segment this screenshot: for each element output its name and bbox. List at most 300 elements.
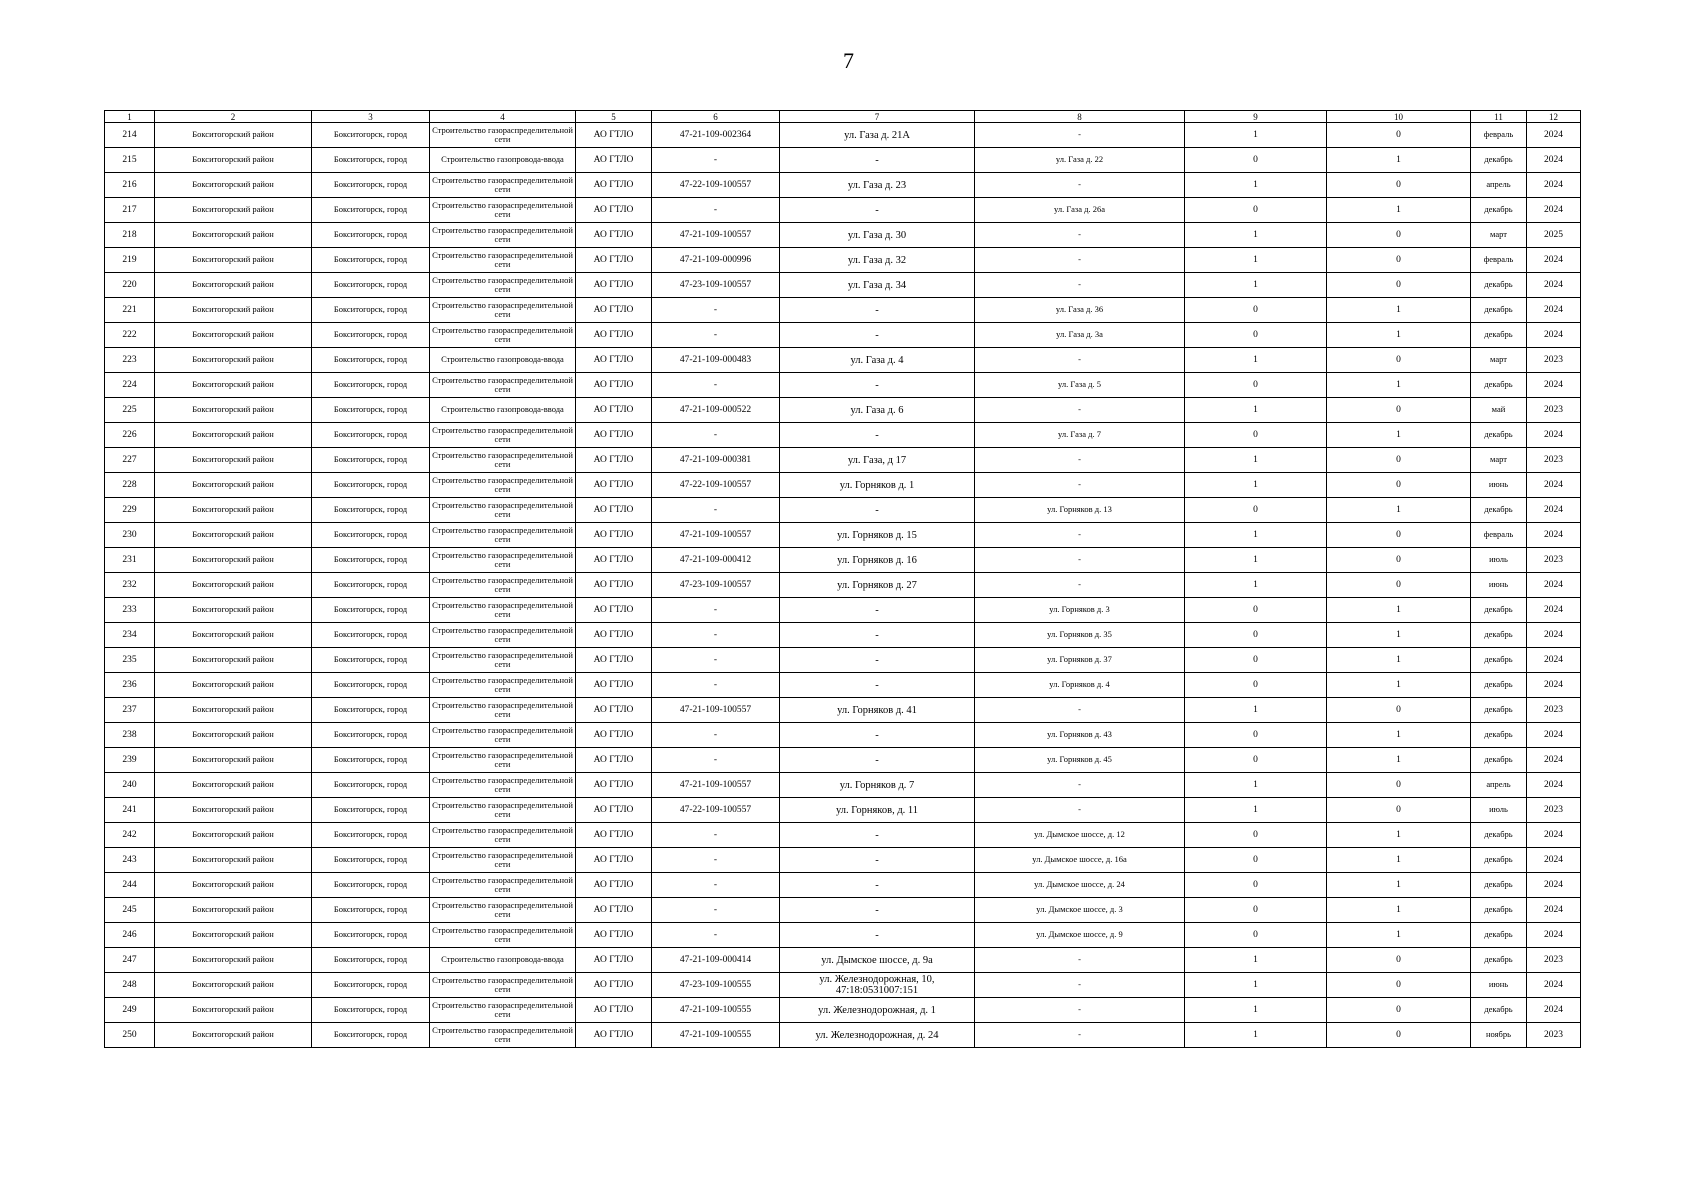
cell-work-type: Строительство газопровода-ввода xyxy=(430,148,576,173)
cell-object-code: - xyxy=(652,498,780,523)
cell-month: декабрь xyxy=(1471,423,1527,448)
cell-month: июнь xyxy=(1471,573,1527,598)
cell-value-col10: 0 xyxy=(1327,548,1471,573)
table-row xyxy=(105,998,1581,1023)
cell-organization: АО ГТЛО xyxy=(576,123,652,148)
cell-value-col9: 1 xyxy=(1185,798,1327,823)
cell-year: 2024 xyxy=(1527,573,1581,598)
cell-address-col7: ул. Горняков д. 15 xyxy=(780,523,975,548)
cell-value-col9: 1 xyxy=(1185,548,1327,573)
column-header-8: 8 xyxy=(975,111,1185,123)
cell-object-code: - xyxy=(652,598,780,623)
cell-object-code: 47-21-109-000483 xyxy=(652,348,780,373)
cell-object-code: 47-21-109-100557 xyxy=(652,773,780,798)
cell-settlement: Бокситогорск, город xyxy=(312,598,430,623)
cell-value-col9: 0 xyxy=(1185,723,1327,748)
cell-settlement: Бокситогорск, город xyxy=(312,573,430,598)
cell-settlement: Бокситогорск, город xyxy=(312,873,430,898)
cell-month: декабрь xyxy=(1471,823,1527,848)
column-header-6: 6 xyxy=(652,111,780,123)
cell-object-code: - xyxy=(652,748,780,773)
cell-address-col8: - xyxy=(975,998,1185,1023)
cell-settlement: Бокситогорск, город xyxy=(312,373,430,398)
cell-year: 2024 xyxy=(1527,123,1581,148)
cell-year: 2023 xyxy=(1527,448,1581,473)
cell-organization: АО ГТЛО xyxy=(576,598,652,623)
cell-work-type: Строительство газораспределительной сети xyxy=(430,273,576,298)
cell-value-col9: 1 xyxy=(1185,773,1327,798)
cell-district: Бокситогорский район xyxy=(155,223,312,248)
cell-settlement: Бокситогорск, город xyxy=(312,423,430,448)
cell-row-number: 223 xyxy=(105,348,155,373)
cell-address-col7: - xyxy=(780,598,975,623)
cell-value-col10: 1 xyxy=(1327,423,1471,448)
cell-row-number: 217 xyxy=(105,198,155,223)
cell-address-col8: - xyxy=(975,573,1185,598)
cell-value-col9: 0 xyxy=(1185,323,1327,348)
table-row xyxy=(105,673,1581,698)
cell-row-number: 247 xyxy=(105,948,155,973)
cell-address-col8: ул. Горняков д. 43 xyxy=(975,723,1185,748)
cell-address-col7: - xyxy=(780,298,975,323)
cell-organization: АО ГТЛО xyxy=(576,898,652,923)
cell-organization: АО ГТЛО xyxy=(576,473,652,498)
cell-object-code: - xyxy=(652,323,780,348)
cell-object-code: 47-21-109-100555 xyxy=(652,1023,780,1048)
cell-settlement: Бокситогорск, город xyxy=(312,748,430,773)
cell-year: 2024 xyxy=(1527,873,1581,898)
cell-month: декабрь xyxy=(1471,898,1527,923)
cell-address-col7: ул. Горняков д. 16 xyxy=(780,548,975,573)
cell-row-number: 234 xyxy=(105,623,155,648)
cell-work-type: Строительство газораспределительной сети xyxy=(430,198,576,223)
cell-value-col10: 0 xyxy=(1327,523,1471,548)
cell-organization: АО ГТЛО xyxy=(576,623,652,648)
cell-district: Бокситогорский район xyxy=(155,648,312,673)
cell-organization: АО ГТЛО xyxy=(576,798,652,823)
cell-value-col10: 1 xyxy=(1327,898,1471,923)
table-row xyxy=(105,123,1581,148)
cell-address-col7: ул. Газа, д 17 xyxy=(780,448,975,473)
column-header-12: 12 xyxy=(1527,111,1581,123)
cell-district: Бокситогорский район xyxy=(155,323,312,348)
cell-district: Бокситогорский район xyxy=(155,898,312,923)
cell-district: Бокситогорский район xyxy=(155,448,312,473)
table-body xyxy=(105,123,1581,1048)
cell-value-col10: 1 xyxy=(1327,198,1471,223)
cell-organization: АО ГТЛО xyxy=(576,173,652,198)
cell-organization: АО ГТЛО xyxy=(576,923,652,948)
cell-work-type: Строительство газораспределительной сети xyxy=(430,298,576,323)
cell-organization: АО ГТЛО xyxy=(576,398,652,423)
cell-work-type: Строительство газопровода-ввода xyxy=(430,948,576,973)
cell-work-type: Строительство газораспределительной сети xyxy=(430,898,576,923)
cell-settlement: Бокситогорск, город xyxy=(312,498,430,523)
cell-value-col10: 0 xyxy=(1327,248,1471,273)
cell-organization: АО ГТЛО xyxy=(576,698,652,723)
cell-object-code: - xyxy=(652,823,780,848)
cell-month: март xyxy=(1471,448,1527,473)
cell-value-col10: 0 xyxy=(1327,123,1471,148)
cell-address-col8: ул. Дымское шоссе, д. 3 xyxy=(975,898,1185,923)
cell-address-col7: - xyxy=(780,673,975,698)
cell-value-col10: 1 xyxy=(1327,623,1471,648)
cell-district: Бокситогорский район xyxy=(155,848,312,873)
cell-value-col9: 1 xyxy=(1185,273,1327,298)
cell-work-type: Строительство газораспределительной сети xyxy=(430,248,576,273)
cell-work-type: Строительство газораспределительной сети xyxy=(430,423,576,448)
cell-value-col9: 0 xyxy=(1185,198,1327,223)
cell-settlement: Бокситогорск, город xyxy=(312,323,430,348)
cell-year: 2023 xyxy=(1527,548,1581,573)
cell-year: 2024 xyxy=(1527,773,1581,798)
cell-district: Бокситогорский район xyxy=(155,698,312,723)
cell-value-col10: 1 xyxy=(1327,748,1471,773)
cell-organization: АО ГТЛО xyxy=(576,348,652,373)
cell-organization: АО ГТЛО xyxy=(576,848,652,873)
cell-address-col8: - xyxy=(975,698,1185,723)
cell-district: Бокситогорский район xyxy=(155,398,312,423)
cell-work-type: Строительство газораспределительной сети xyxy=(430,173,576,198)
cell-address-col7: ул. Железнодорожная, д. 1 xyxy=(780,998,975,1023)
cell-row-number: 249 xyxy=(105,998,155,1023)
cell-address-col7: ул. Газа д. 21А xyxy=(780,123,975,148)
cell-row-number: 219 xyxy=(105,248,155,273)
cell-month: февраль xyxy=(1471,123,1527,148)
cell-value-col9: 1 xyxy=(1185,248,1327,273)
table-row xyxy=(105,523,1581,548)
cell-year: 2024 xyxy=(1527,748,1581,773)
cell-organization: АО ГТЛО xyxy=(576,248,652,273)
column-header-4: 4 xyxy=(430,111,576,123)
cell-value-col9: 0 xyxy=(1185,423,1327,448)
cell-address-col8: - xyxy=(975,348,1185,373)
cell-object-code: 47-22-109-100557 xyxy=(652,173,780,198)
cell-value-col10: 0 xyxy=(1327,273,1471,298)
cell-organization: АО ГТЛО xyxy=(576,823,652,848)
cell-settlement: Бокситогорск, город xyxy=(312,123,430,148)
cell-value-col10: 0 xyxy=(1327,948,1471,973)
cell-value-col10: 0 xyxy=(1327,998,1471,1023)
cell-object-code: - xyxy=(652,373,780,398)
cell-value-col9: 1 xyxy=(1185,1023,1327,1048)
cell-value-col9: 0 xyxy=(1185,648,1327,673)
table-row xyxy=(105,898,1581,923)
table-row xyxy=(105,148,1581,173)
column-header-5: 5 xyxy=(576,111,652,123)
cell-district: Бокситогорский район xyxy=(155,723,312,748)
cell-month: декабрь xyxy=(1471,498,1527,523)
cell-settlement: Бокситогорск, город xyxy=(312,798,430,823)
cell-district: Бокситогорский район xyxy=(155,873,312,898)
cell-address-col8: ул. Газа д. 3а xyxy=(975,323,1185,348)
cell-object-code: 47-21-109-000381 xyxy=(652,448,780,473)
cell-district: Бокситогорский район xyxy=(155,523,312,548)
cell-work-type: Строительство газораспределительной сети xyxy=(430,748,576,773)
cell-district: Бокситогорский район xyxy=(155,173,312,198)
cell-year: 2024 xyxy=(1527,823,1581,848)
cell-row-number: 237 xyxy=(105,698,155,723)
table-row xyxy=(105,798,1581,823)
cell-address-col7: ул. Газа д. 32 xyxy=(780,248,975,273)
cell-value-col9: 0 xyxy=(1185,298,1327,323)
cell-row-number: 246 xyxy=(105,923,155,948)
cell-settlement: Бокситогорск, город xyxy=(312,698,430,723)
cell-year: 2024 xyxy=(1527,298,1581,323)
cell-work-type: Строительство газораспределительной сети xyxy=(430,998,576,1023)
cell-object-code: 47-21-109-000414 xyxy=(652,948,780,973)
cell-value-col10: 0 xyxy=(1327,448,1471,473)
cell-work-type: Строительство газораспределительной сети xyxy=(430,323,576,348)
column-header-3: 3 xyxy=(312,111,430,123)
cell-object-code: - xyxy=(652,898,780,923)
cell-address-col7: ул. Газа д. 30 xyxy=(780,223,975,248)
cell-work-type: Строительство газораспределительной сети xyxy=(430,498,576,523)
cell-month: декабрь xyxy=(1471,673,1527,698)
cell-object-code: 47-21-109-100557 xyxy=(652,223,780,248)
cell-work-type: Строительство газораспределительной сети xyxy=(430,648,576,673)
cell-district: Бокситогорский район xyxy=(155,348,312,373)
cell-row-number: 224 xyxy=(105,373,155,398)
cell-organization: АО ГТЛО xyxy=(576,423,652,448)
table-row xyxy=(105,773,1581,798)
cell-object-code: 47-23-109-100557 xyxy=(652,573,780,598)
cell-object-code: 47-22-109-100557 xyxy=(652,473,780,498)
cell-value-col10: 1 xyxy=(1327,673,1471,698)
cell-object-code: - xyxy=(652,148,780,173)
page-number: 7 xyxy=(843,48,854,73)
cell-settlement: Бокситогорск, город xyxy=(312,448,430,473)
cell-value-col10: 0 xyxy=(1327,1023,1471,1048)
cell-settlement: Бокситогорск, город xyxy=(312,723,430,748)
table-row xyxy=(105,648,1581,673)
cell-work-type: Строительство газораспределительной сети xyxy=(430,773,576,798)
cell-object-code: - xyxy=(652,423,780,448)
cell-address-col8: ул. Горняков д. 35 xyxy=(975,623,1185,648)
cell-address-col7: ул. Газа д. 4 xyxy=(780,348,975,373)
cell-work-type: Строительство газораспределительной сети xyxy=(430,1023,576,1048)
cell-row-number: 245 xyxy=(105,898,155,923)
table-row xyxy=(105,698,1581,723)
cell-month: декабрь xyxy=(1471,998,1527,1023)
register-table xyxy=(104,110,1581,1048)
cell-row-number: 242 xyxy=(105,823,155,848)
cell-settlement: Бокситогорск, город xyxy=(312,773,430,798)
cell-address-col8: ул. Газа д. 5 xyxy=(975,373,1185,398)
cell-address-col8: - xyxy=(975,173,1185,198)
cell-organization: АО ГТЛО xyxy=(576,998,652,1023)
table-row xyxy=(105,223,1581,248)
cell-work-type: Строительство газораспределительной сети xyxy=(430,548,576,573)
cell-settlement: Бокситогорск, город xyxy=(312,648,430,673)
cell-value-col9: 1 xyxy=(1185,348,1327,373)
cell-month: декабрь xyxy=(1471,198,1527,223)
cell-district: Бокситогорский район xyxy=(155,823,312,848)
cell-organization: АО ГТЛО xyxy=(576,723,652,748)
cell-year: 2024 xyxy=(1527,198,1581,223)
cell-month: июнь xyxy=(1471,473,1527,498)
cell-settlement: Бокситогорск, город xyxy=(312,398,430,423)
cell-address-col8: ул. Горняков д. 3 xyxy=(975,598,1185,623)
cell-row-number: 240 xyxy=(105,773,155,798)
table-row xyxy=(105,923,1581,948)
cell-address-col7: ул. Дымское шоссе, д. 9а xyxy=(780,948,975,973)
cell-row-number: 226 xyxy=(105,423,155,448)
cell-row-number: 230 xyxy=(105,523,155,548)
cell-value-col9: 0 xyxy=(1185,748,1327,773)
cell-year: 2024 xyxy=(1527,248,1581,273)
cell-value-col10: 1 xyxy=(1327,373,1471,398)
cell-address-col8: - xyxy=(975,223,1185,248)
cell-settlement: Бокситогорск, город xyxy=(312,248,430,273)
cell-object-code: 47-22-109-100557 xyxy=(652,798,780,823)
cell-row-number: 227 xyxy=(105,448,155,473)
table-row xyxy=(105,423,1581,448)
cell-value-col9: 1 xyxy=(1185,123,1327,148)
cell-work-type: Строительство газораспределительной сети xyxy=(430,698,576,723)
cell-work-type: Строительство газораспределительной сети xyxy=(430,623,576,648)
cell-work-type: Строительство газораспределительной сети xyxy=(430,123,576,148)
cell-object-code: - xyxy=(652,923,780,948)
cell-organization: АО ГТЛО xyxy=(576,873,652,898)
cell-work-type: Строительство газораспределительной сети xyxy=(430,598,576,623)
table-row xyxy=(105,948,1581,973)
cell-organization: АО ГТЛО xyxy=(576,223,652,248)
cell-organization: АО ГТЛО xyxy=(576,548,652,573)
cell-row-number: 218 xyxy=(105,223,155,248)
cell-address-col8: ул. Дымское шоссе, д. 12 xyxy=(975,823,1185,848)
cell-value-col10: 0 xyxy=(1327,973,1471,998)
cell-address-col7: - xyxy=(780,498,975,523)
cell-value-col10: 1 xyxy=(1327,648,1471,673)
table-row xyxy=(105,723,1581,748)
cell-year: 2024 xyxy=(1527,723,1581,748)
table-row xyxy=(105,1023,1581,1048)
cell-district: Бокситогорский район xyxy=(155,548,312,573)
cell-value-col9: 1 xyxy=(1185,473,1327,498)
cell-year: 2024 xyxy=(1527,673,1581,698)
cell-organization: АО ГТЛО xyxy=(576,323,652,348)
cell-year: 2024 xyxy=(1527,898,1581,923)
column-header-2: 2 xyxy=(155,111,312,123)
cell-value-col10: 1 xyxy=(1327,823,1471,848)
cell-address-col7: ул. Горняков д. 41 xyxy=(780,698,975,723)
cell-month: февраль xyxy=(1471,523,1527,548)
table-row xyxy=(105,973,1581,998)
cell-address-col8: - xyxy=(975,548,1185,573)
header-row xyxy=(105,111,1581,123)
cell-value-col10: 0 xyxy=(1327,348,1471,373)
cell-value-col10: 0 xyxy=(1327,798,1471,823)
cell-object-code: 47-21-109-002364 xyxy=(652,123,780,148)
cell-settlement: Бокситогорск, город xyxy=(312,273,430,298)
cell-work-type: Строительство газораспределительной сети xyxy=(430,523,576,548)
cell-year: 2024 xyxy=(1527,523,1581,548)
cell-settlement: Бокситогорск, город xyxy=(312,1023,430,1048)
table-row xyxy=(105,173,1581,198)
cell-row-number: 225 xyxy=(105,398,155,423)
cell-row-number: 222 xyxy=(105,323,155,348)
cell-value-col9: 0 xyxy=(1185,848,1327,873)
table-row xyxy=(105,323,1581,348)
cell-settlement: Бокситогорск, город xyxy=(312,548,430,573)
cell-row-number: 243 xyxy=(105,848,155,873)
cell-address-col8: - xyxy=(975,1023,1185,1048)
cell-month: март xyxy=(1471,223,1527,248)
cell-organization: АО ГТЛО xyxy=(576,298,652,323)
cell-month: апрель xyxy=(1471,173,1527,198)
cell-district: Бокситогорский район xyxy=(155,673,312,698)
table-row xyxy=(105,748,1581,773)
cell-year: 2025 xyxy=(1527,223,1581,248)
cell-year: 2024 xyxy=(1527,973,1581,998)
cell-value-col10: 1 xyxy=(1327,298,1471,323)
cell-month: декабрь xyxy=(1471,873,1527,898)
column-header-1: 1 xyxy=(105,111,155,123)
cell-row-number: 250 xyxy=(105,1023,155,1048)
table-row xyxy=(105,548,1581,573)
cell-organization: АО ГТЛО xyxy=(576,948,652,973)
cell-year: 2024 xyxy=(1527,473,1581,498)
cell-month: декабрь xyxy=(1471,273,1527,298)
cell-object-code: 47-21-109-000522 xyxy=(652,398,780,423)
cell-object-code: - xyxy=(652,673,780,698)
cell-row-number: 215 xyxy=(105,148,155,173)
cell-organization: АО ГТЛО xyxy=(576,373,652,398)
cell-address-col8: ул. Дымское шоссе, д. 16а xyxy=(975,848,1185,873)
cell-district: Бокситогорский район xyxy=(155,623,312,648)
table-row xyxy=(105,823,1581,848)
cell-settlement: Бокситогорск, город xyxy=(312,923,430,948)
cell-month: май xyxy=(1471,398,1527,423)
cell-address-col7: - xyxy=(780,823,975,848)
cell-row-number: 244 xyxy=(105,873,155,898)
cell-address-col8: - xyxy=(975,973,1185,998)
cell-year: 2023 xyxy=(1527,1023,1581,1048)
cell-address-col7: - xyxy=(780,723,975,748)
cell-settlement: Бокситогорск, город xyxy=(312,198,430,223)
cell-work-type: Строительство газораспределительной сети xyxy=(430,823,576,848)
table-row xyxy=(105,398,1581,423)
cell-row-number: 239 xyxy=(105,748,155,773)
cell-month: ноябрь xyxy=(1471,1023,1527,1048)
cell-value-col9: 0 xyxy=(1185,148,1327,173)
cell-work-type: Строительство газораспределительной сети xyxy=(430,673,576,698)
cell-district: Бокситогорский район xyxy=(155,748,312,773)
table-row xyxy=(105,873,1581,898)
cell-address-col7: ул. Горняков д. 27 xyxy=(780,573,975,598)
cell-address-col7: ул. Железнодорожная, 10, 47:18:0531007:151 xyxy=(780,973,975,998)
cell-work-type: Строительство газораспределительной сети xyxy=(430,223,576,248)
cell-value-col9: 1 xyxy=(1185,973,1327,998)
cell-address-col7: - xyxy=(780,373,975,398)
cell-year: 2024 xyxy=(1527,148,1581,173)
cell-address-col7: - xyxy=(780,898,975,923)
cell-value-col9: 1 xyxy=(1185,573,1327,598)
cell-district: Бокситогорский район xyxy=(155,773,312,798)
cell-settlement: Бокситогорск, город xyxy=(312,298,430,323)
cell-address-col8: - xyxy=(975,773,1185,798)
column-header-10: 10 xyxy=(1327,111,1471,123)
cell-value-col9: 0 xyxy=(1185,498,1327,523)
cell-value-col9: 1 xyxy=(1185,523,1327,548)
cell-row-number: 235 xyxy=(105,648,155,673)
cell-year: 2024 xyxy=(1527,323,1581,348)
cell-settlement: Бокситогорск, город xyxy=(312,473,430,498)
cell-work-type: Строительство газораспределительной сети xyxy=(430,723,576,748)
cell-organization: АО ГТЛО xyxy=(576,198,652,223)
cell-address-col8: - xyxy=(975,448,1185,473)
